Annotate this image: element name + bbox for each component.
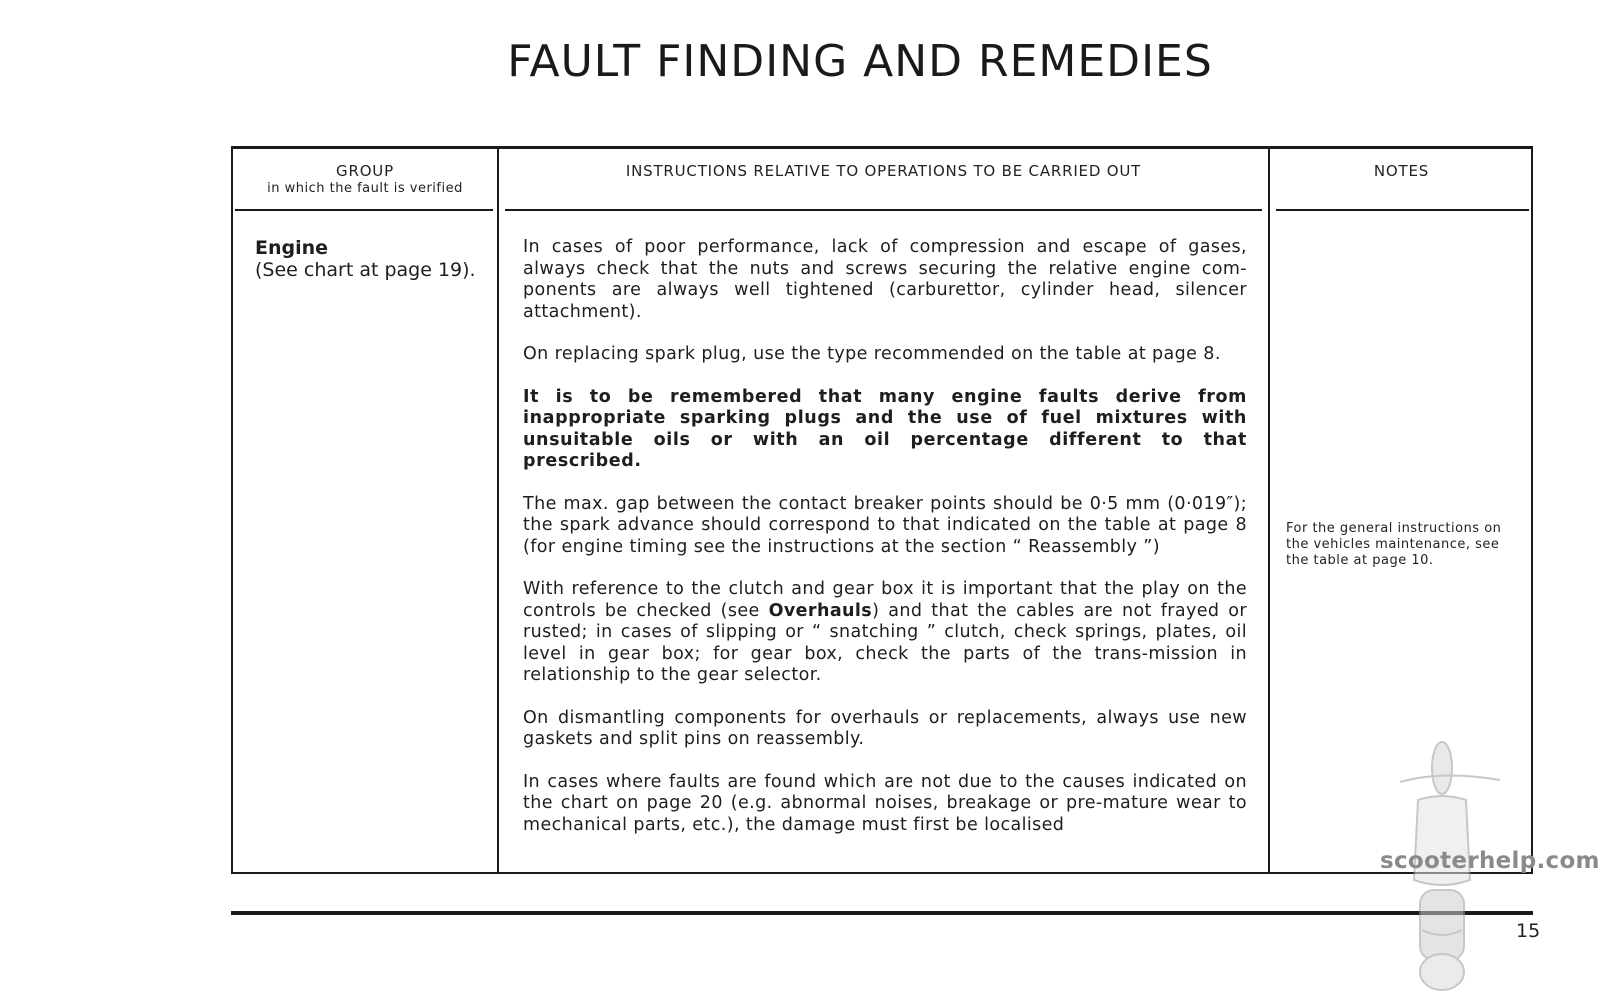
instruction-text: With reference to the clutch and gear box it is important that the play on the controls be checked (see: [523, 579, 1247, 621]
header-instructions: INSTRUCTIONS RELATIVE TO OPERATIONS TO BE CARRIED OUT: [625, 162, 1142, 180]
group-cell: [255, 237, 485, 281]
group-name: Engine: [255, 237, 329, 259]
instruction-paragraph: In cases of poor performance, lack of compression and escape of gases, always check that the nuts and screws securing the relative engine com-ponents are always well tightened (carburettor, cylinder head, silencer attachment).: [523, 237, 1247, 322]
instruction-text: ) and that the cables are not frayed or rusted; in cases of slipping or “ snatching ” clutch, check springs, plates, oil level in gear box; for gear box, check the parts of the trans-mission in relationship to the gear selector.: [523, 600, 1247, 685]
fault-table: [231, 146, 1533, 874]
bottom-rule: [231, 911, 1533, 915]
header-rule: [235, 209, 493, 211]
column-divider: [497, 149, 499, 872]
header-rule: [1276, 209, 1529, 211]
header-rule: [505, 209, 1262, 211]
header-group-sub: in which the fault is verified: [267, 181, 463, 196]
instruction-paragraph: On replacing spark plug, use the type recommended on the table at page 8.: [523, 344, 1221, 364]
instruction-paragraph: The max. gap between the contact breaker points should be 0·5 mm (0·019″); the spark advance should correspond to that indicated on the table at page 8 (for engine timing see the instructions at the section “ Reassembly ”): [523, 493, 1247, 557]
instruction-warning: It is to be remembered that many engine faults derive from inappropriate sparking plugs and the use of fuel mixtures with unsuitable oils or with an oil percentage different to that prescribed.: [523, 386, 1247, 471]
instructions-cell: [523, 237, 1247, 857]
column-divider: [1268, 149, 1270, 872]
notes-cell: For the general instructions on the vehicles maintenance, see the table at page 10.: [1286, 521, 1502, 568]
page-title: FAULT FINDING AND REMEDIES: [507, 36, 1213, 87]
overhauls-reference: Overhauls: [768, 600, 873, 621]
instruction-paragraph: [523, 579, 1247, 687]
header-group: [233, 163, 497, 197]
instruction-paragraph: On dismantling components for overhauls or replacements, always use new gaskets and split pins on reassembly.: [523, 707, 1247, 749]
watermark-text: scooterhelp.com: [1380, 848, 1600, 874]
header-group-label: GROUP: [336, 162, 394, 180]
page-number: 15: [1516, 920, 1541, 942]
group-ref: (See chart at page 19).: [255, 259, 476, 281]
header-notes: NOTES: [1373, 162, 1430, 180]
instruction-paragraph: In cases where faults are found which are not due to the causes indicated on the chart on page 20 (e.g. abnormal noises, breakage or pre-mature wear to mechanical parts, etc.), the damage must first be localised: [523, 771, 1247, 835]
